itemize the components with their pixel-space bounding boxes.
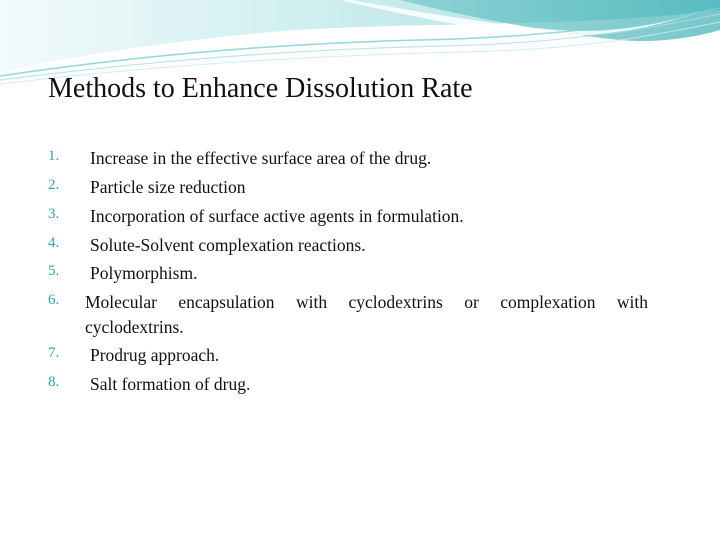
list-item-number: 6. <box>48 292 60 308</box>
list-item-text-continued: cyclodextrins. <box>85 317 184 337</box>
list-item-number: 1. <box>48 148 60 164</box>
list-item-number: 7. <box>48 345 60 361</box>
list-item <box>48 201 648 230</box>
list-item-number: 3. <box>48 206 60 222</box>
list-item <box>48 172 648 201</box>
list-item-number: 4. <box>48 235 60 251</box>
list-item <box>48 340 648 369</box>
list-item-text: Molecular encapsulation with cyclodextrins or complexation with <box>85 292 648 312</box>
list-item-number: 8. <box>48 374 60 390</box>
methods-list <box>48 143 648 398</box>
list-item-number: 2. <box>48 177 60 193</box>
list-item-text: Solute-Solvent complexation reactions. <box>90 235 366 255</box>
slide-title: Methods to Enhance Dissolution Rate <box>48 73 473 104</box>
list-item <box>48 258 648 287</box>
list-item-text: Polymorphism. <box>90 263 198 283</box>
list-item-text: Prodrug approach. <box>90 345 220 365</box>
list-item-text: Salt formation of drug. <box>90 374 251 394</box>
list-item <box>48 287 648 340</box>
list-item-text: Increase in the effective surface area of the drug. <box>90 148 432 168</box>
list-item <box>48 143 648 172</box>
list-item-text: Particle size reduction <box>90 177 246 197</box>
list-item-text: Incorporation of surface active agents in formulation. <box>90 206 464 226</box>
list-item <box>48 369 648 398</box>
list-item <box>48 230 648 258</box>
list-item-number: 5. <box>48 263 60 279</box>
